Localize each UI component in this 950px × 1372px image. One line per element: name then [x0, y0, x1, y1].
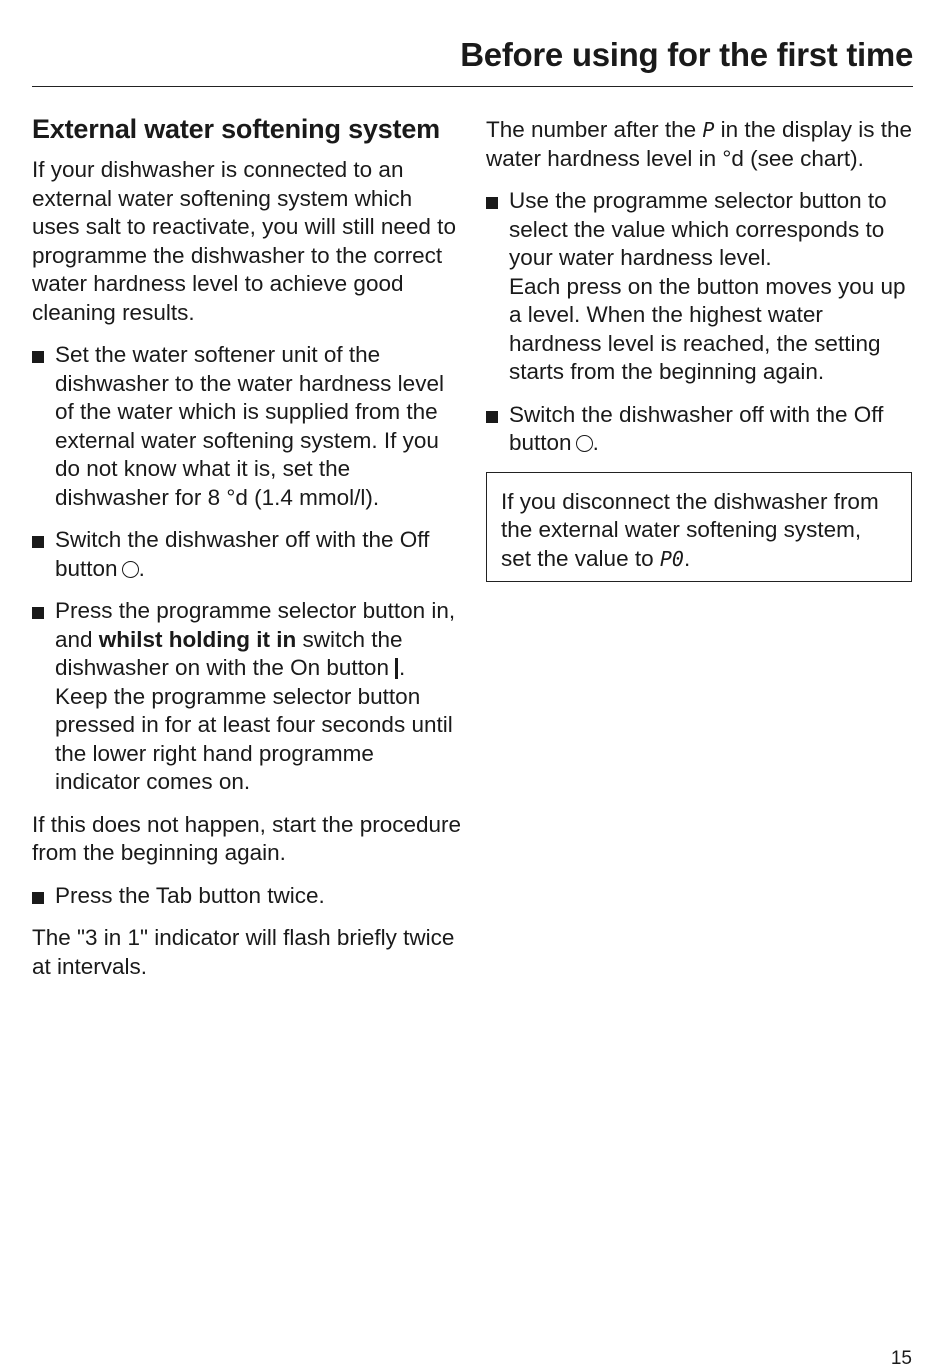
step-tab-button [32, 882, 464, 911]
display-value-glyph: P0 [659, 546, 684, 571]
step-text: Keep the programme selector button pressed in for at least four seconds until the lower right hand programme indicator comes on. [55, 683, 453, 794]
square-bullet-icon [32, 607, 44, 619]
retry-paragraph: If this does not happen, start the procedure from the beginning again. [32, 811, 462, 865]
note-text [501, 488, 897, 574]
note-text-part: If you disconnect the dishwasher from the external water softening system, set the value to [501, 488, 879, 571]
step-text: Each press on the button moves you up a level. When the highest water hardness level is reached, the setting starts from the beginning again. [509, 273, 906, 384]
step-press-selector [32, 597, 464, 797]
step-text: Switch the dishwasher off with the Off button [55, 527, 430, 581]
section-heading: External water softening system [32, 114, 440, 144]
para-text: The number after the [486, 117, 703, 142]
right-column [486, 116, 914, 582]
note-box [486, 472, 912, 583]
square-bullet-icon [486, 411, 498, 423]
square-bullet-icon [32, 351, 44, 363]
page-header [32, 30, 913, 87]
on-bar-icon [395, 658, 398, 679]
step-set-softener [32, 341, 464, 512]
step-punct: . [592, 430, 599, 455]
display-p-glyph: P [702, 118, 715, 142]
step-text: Set the water softener unit of the dishwasher to the water hardness level of the water which is supplied from the external water softening system. If you do not know what it is, set the dishwasher for 8 °d (1.4 mmol/l). [55, 342, 444, 510]
step-text: Press the Tab button twice. [55, 882, 325, 908]
page-number: 15 [890, 1348, 912, 1369]
flash-paragraph: The "3 in 1" indicator will flash briefly twice at intervals. [32, 925, 455, 979]
page-title: Before using for the first time [460, 36, 913, 73]
step-text: Switch the dishwasher off with the Off button [509, 401, 884, 455]
off-circle-icon [576, 435, 593, 452]
step-switch-off [32, 526, 464, 583]
step-switch-off [486, 401, 914, 458]
para-text: in the display is the water hardness level in °d (see chart). [486, 117, 913, 171]
step-select-value [486, 187, 914, 387]
step-punct: . [138, 555, 145, 581]
intro-paragraph: If your dishwasher is connected to an external water softening system which uses salt to reactivate, you will still need to programme the dishwasher to the correct water hardness level to achieve good cleaning results. [32, 157, 456, 325]
step-text: Press the programme selector button in, and [55, 598, 456, 652]
step-text: Use the programme selector button to select the value which corresponds to your water hardness level. [509, 188, 887, 270]
step-emphasis: whilst holding it in [98, 626, 297, 652]
display-paragraph [486, 116, 914, 173]
left-column [32, 112, 464, 981]
note-punct: . [683, 545, 691, 571]
step-text: switch the dishwasher on with the On button [55, 626, 403, 680]
square-bullet-icon [32, 536, 44, 548]
off-circle-icon [122, 561, 139, 578]
square-bullet-icon [486, 197, 498, 209]
step-punct: . [398, 655, 406, 680]
square-bullet-icon [32, 892, 44, 904]
